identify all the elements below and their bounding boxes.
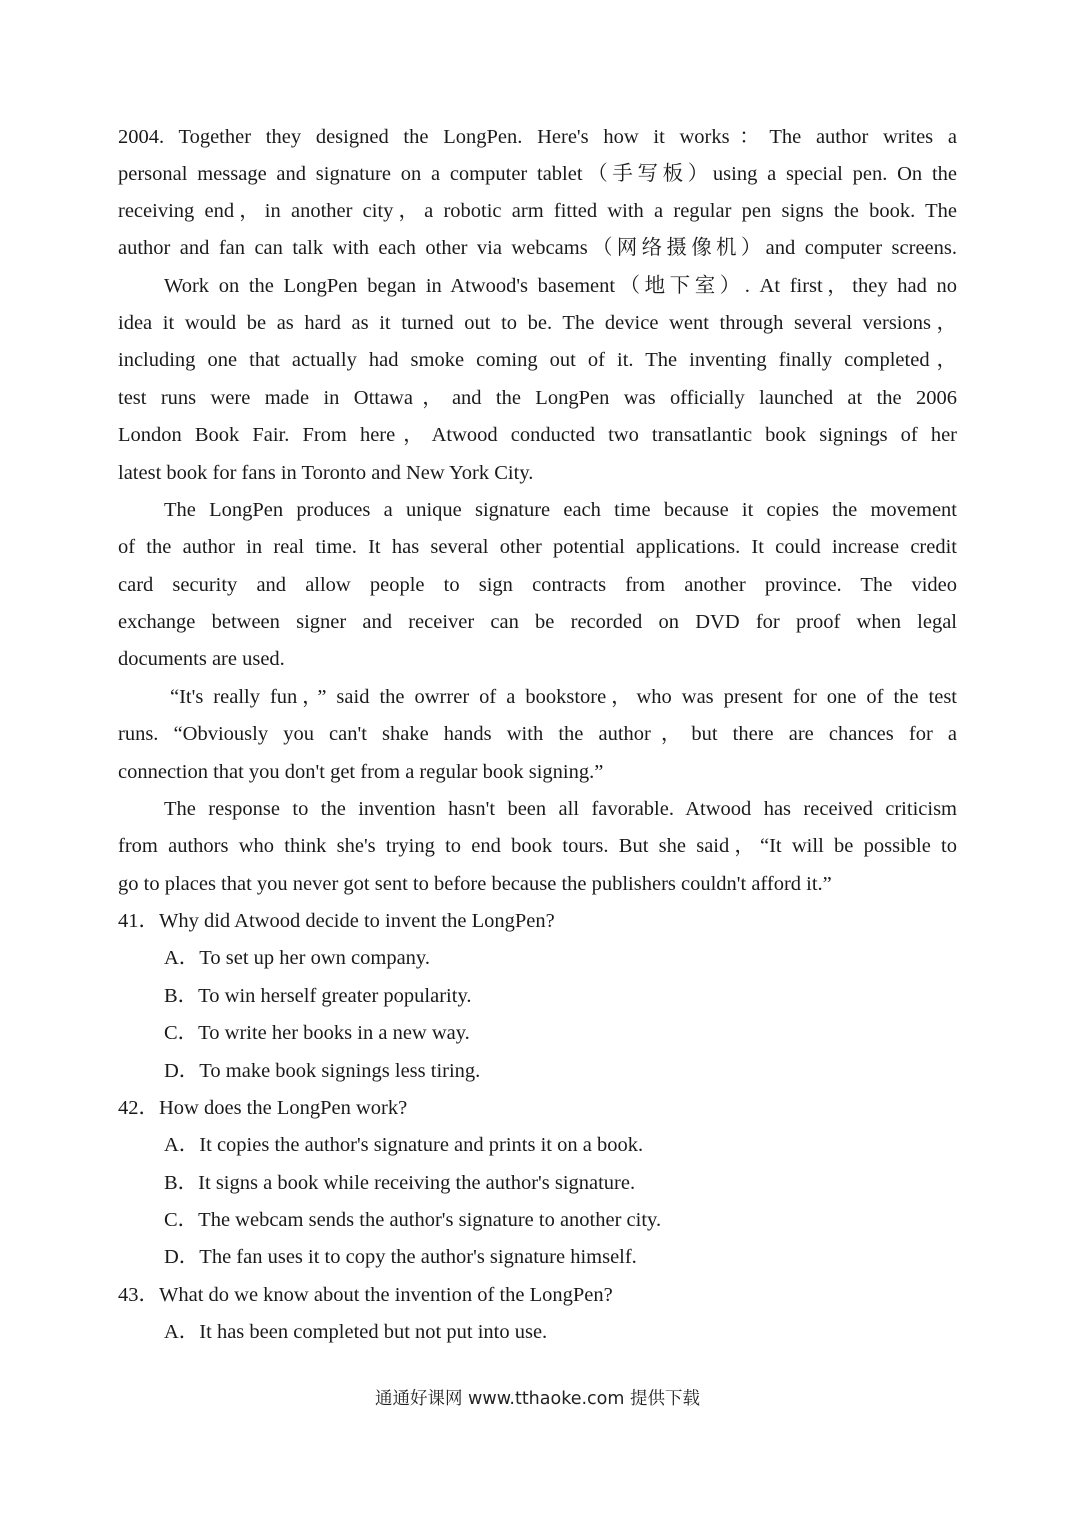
paragraph-first-line: Work on the LongPen began in Atwood's basement（地下室）. At first，they had no bbox=[164, 275, 957, 297]
paragraph-line: London Book Fair. From here，Atwood conducted two transatlantic book signings of her bbox=[118, 424, 957, 446]
answer-option: A．To set up her own company. bbox=[164, 947, 430, 969]
paragraph-line: card security and allow people to sign contracts from another province. The video bbox=[118, 574, 957, 596]
answer-option: C．To write her books in a new way. bbox=[164, 1022, 470, 1044]
paragraph-last-line: connection that you don't get from a regular book signing.” bbox=[118, 761, 604, 783]
answer-option: B．It signs a book while receiving the author's signature. bbox=[164, 1172, 636, 1194]
answer-option: D．To make book signings less tiring. bbox=[164, 1060, 481, 1082]
paragraph-line: exchange between signer and receiver can be recorded on DVD for proof when legal bbox=[118, 611, 957, 633]
question-stem: 41．Why did Atwood decide to invent the LongPen? bbox=[118, 910, 555, 932]
answer-option: A．It has been completed but not put into use. bbox=[164, 1321, 548, 1343]
paragraph-line: including one that actually had smoke coming out of it. The inventing finally completed， bbox=[118, 349, 957, 371]
paragraph-line: personal message and signature on a computer tablet（手写板）using a special pen. On the bbox=[118, 163, 957, 185]
paragraph-line: test runs were made in Ottawa，and the LongPen was officially launched at the 2006 bbox=[118, 387, 957, 409]
paragraph-last-line: go to places that you never got sent to before because the publishers couldn't afford it.” bbox=[118, 873, 832, 895]
answer-option: D．The fan uses it to copy the author's signature himself. bbox=[164, 1246, 637, 1268]
page-footer: 通通好课网 www.tthaoke.com 提供下载 bbox=[375, 1389, 700, 1409]
paragraph-line: receiving end，in another city，a robotic arm fitted with a regular pen signs the book. The bbox=[118, 200, 957, 222]
paragraph-first-line: The LongPen produces a unique signature each time because it copies the movement bbox=[164, 499, 957, 521]
paragraph-last-line: documents are used. bbox=[118, 648, 285, 670]
paragraph-last-line: latest book for fans in Toronto and New York City. bbox=[118, 462, 534, 484]
paragraph-line: author and fan can talk with each other via webcams（网络摄像机）and computer screens. bbox=[118, 237, 957, 259]
answer-option: A．It copies the author's signature and prints it on a book. bbox=[164, 1134, 644, 1156]
question-stem: 43．What do we know about the invention of the LongPen? bbox=[118, 1284, 613, 1306]
paragraph-line: from authors who think she's trying to end book tours. But she said，“It will be possible to bbox=[118, 835, 957, 857]
paragraph-line: 2004. Together they designed the LongPen. Here's how it works：The author writes a bbox=[118, 126, 957, 148]
question-stem: 42．How does the LongPen work? bbox=[118, 1097, 408, 1119]
paragraph-first-line: “It's really fun，” said the owrrer of a bookstore，who was present for one of the test bbox=[170, 686, 957, 708]
paragraph-line: idea it would be as hard as it turned out to be. The device went through several versions， bbox=[118, 312, 957, 334]
paragraph-line: runs. “Obviously you can't shake hands with the author，but there are chances for a bbox=[118, 723, 957, 745]
answer-option: C．The webcam sends the author's signature to another city. bbox=[164, 1209, 662, 1231]
paragraph-first-line: The response to the invention hasn't been all favorable. Atwood has received criticism bbox=[164, 798, 957, 820]
paragraph-line: of the author in real time. It has several other potential applications. It could increase credit bbox=[118, 536, 957, 558]
answer-option: B．To win herself greater popularity. bbox=[164, 985, 472, 1007]
